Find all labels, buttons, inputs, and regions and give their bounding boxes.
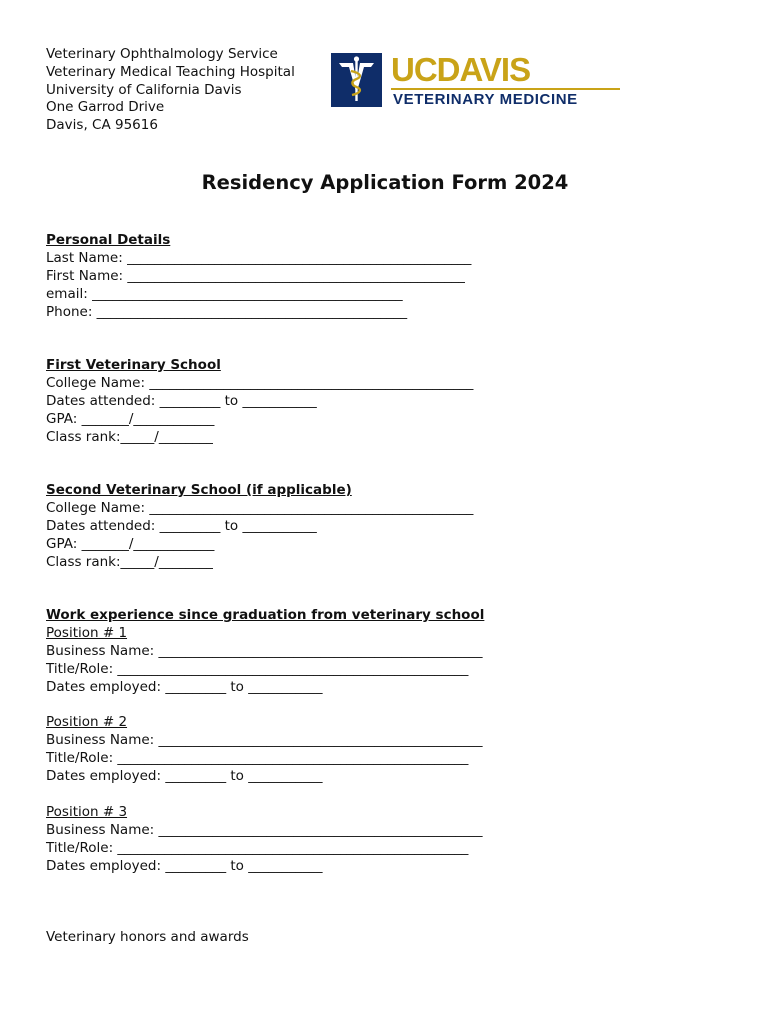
honors-section [46,929,249,947]
last-name-field: Last Name: ___________________________________________________ [46,249,472,266]
business-name-field: Business Name: ________________________________________________ [46,821,483,838]
form-title: Residency Application Form 2024 [201,171,569,194]
spacer [46,697,484,715]
honors-heading: Veterinary honors and awards [46,929,249,945]
first-name-field: First Name: __________________________________________________ [46,267,465,284]
email-field: email: ______________________________________________ [46,285,403,302]
address-line: Veterinary Medical Teaching Hospital [46,63,295,80]
phone-field: Phone: ______________________________________________ [46,303,408,320]
dates-employed-field: Dates employed: _________ to ___________ [46,678,323,695]
gpa-field: GPA: _______/____________ [46,535,215,552]
gpa-field: GPA: _______/____________ [46,410,215,427]
address-line: Davis, CA 95616 [46,117,158,134]
work-experience-section [46,607,484,876]
dates-employed-field: Dates employed: _________ to ___________ [46,768,323,785]
personal-details-section [46,232,471,322]
college-name-field: College Name: ________________________________________________ [46,499,474,516]
title-role-field: Title/Role: ____________________________________________________ [46,660,469,677]
position-heading: Position # 3 [46,803,128,820]
second-school-section [46,482,473,572]
class-rank-field: Class rank:_____/________ [46,553,213,570]
first-school-section [46,357,473,447]
business-name-field: Business Name: ________________________________________________ [46,732,483,749]
section-heading: Work experience since graduation from veterinary school [46,607,485,623]
title-role-field: Title/Role: ____________________________________________________ [46,839,469,856]
logo-divider [391,88,620,90]
spacer [46,786,484,804]
title-role-field: Title/Role: ____________________________________________________ [46,750,469,767]
position-heading: Position # 2 [46,714,128,731]
address-line: Veterinary Ophthalmology Service [46,46,278,62]
logo-subtitle: VETERINARY MEDICINE [393,91,578,108]
dates-attended-field: Dates attended: _________ to ___________ [46,392,317,409]
caduceus-icon [331,53,382,107]
section-heading: Second Veterinary School (if applicable) [46,482,352,498]
dates-employed-field: Dates employed: _________ to ___________ [46,857,323,874]
address-block [46,46,295,135]
position-heading: Position # 1 [46,624,128,641]
dates-attended-field: Dates attended: _________ to ___________ [46,517,317,534]
college-name-field: College Name: ________________________________________________ [46,374,474,391]
address-line: University of California Davis [46,81,242,98]
address-line: One Garrod Drive [46,99,165,116]
class-rank-field: Class rank:_____/________ [46,428,213,445]
logo-wordmark: UCDAVIS [391,51,531,88]
section-heading: Personal Details [46,232,171,248]
ucdavis-vetmed-logo [331,53,623,109]
business-name-field: Business Name: ________________________________________________ [46,642,483,659]
section-heading: First Veterinary School [46,357,221,373]
